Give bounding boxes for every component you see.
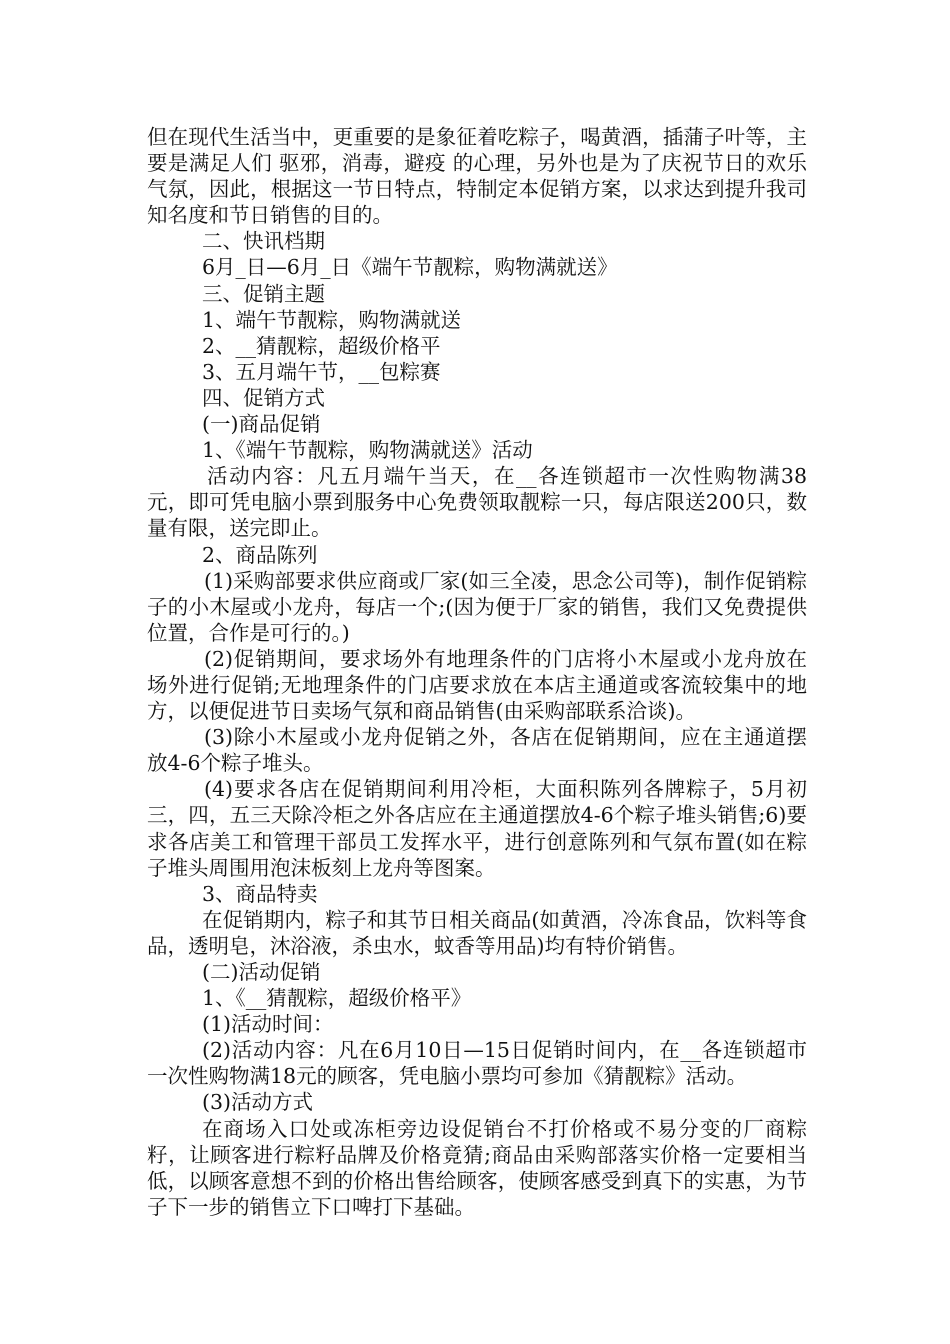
paragraph-display-4: (4)要求各店在促销期间利用冷柜，大面积陈列各牌粽子，5月初三，四，五三天除冷柜之外各店应在主通道摆放4-6个粽子堆头销售;6)要求各店美工和管理干部员工发挥水平，进行创意陈列和气氛布置(如在粽子堆头周围用泡沫板刻上龙舟等图案。 — [147, 777, 807, 880]
paragraph-method-detail: 在商场入口处或冻柜旁边设促销台不打价格或不易分变的厂商粽籽，让顾客进行粽籽品牌及价格竟猜;商品由采购部落实价格一定要相当低，以顾客意想不到的价格出售给顾客，使顾客感受到真下的实惠，为节子下一步的销售立下口啤打下基础。 — [147, 1116, 807, 1219]
subheading-activity-promo: (二)活动促销 — [202, 960, 321, 984]
paragraph-flyer-dates: 6月_日—6月_日《端午节靓粽，购物满就送》 — [202, 255, 618, 280]
document-body — [147, 124, 807, 1220]
subheading-product-display: 2、商品陈列 — [202, 542, 318, 567]
heading-promo-methods: 四、促销方式 — [202, 385, 325, 410]
heading-flyer-period: 二、快讯档期 — [202, 229, 325, 254]
paragraph-guess-content: (2)活动内容：凡在6月10日—15日促销时间内，在__各连锁超市一次性购物满18元的顾客，凭电脑小票均可参加《猜靓粽》活动。 — [147, 1038, 807, 1089]
paragraph-activity-time: (1)活动时间： — [202, 1012, 334, 1037]
paragraph-activity-content: 活动内容：凡五月端午当天，在__各连锁超市一次性购物满38元，即可凭电脑小票到服务中心免费领取靓粽一只，每店限送200只，数量有限，送完即止。 — [147, 464, 807, 541]
list-item-theme-1: 1、端午节靓粽，购物满就送 — [202, 307, 462, 332]
paragraph-display-3: (3)除小木屋或小龙舟促销之外，各店在促销期间，应在主通道摆放4-6个粽子堆头。 — [147, 725, 807, 776]
list-item-theme-2: 2、__猜靓粽，超级价格平 — [202, 333, 441, 358]
paragraph-display-1: (1)采购部要求供应商或厂家(如三全凌，思念公司等)，制作促销粽子的小木屋或小龙舟，每店一个;(因为便于厂家的销售，我们又免费提供位置，合作是可行的。) — [147, 568, 807, 645]
subheading-activity-1: 1、《端午节靓粽，购物满就送》活动 — [202, 438, 533, 463]
subheading-product-promo: (一)商品促销 — [202, 412, 321, 437]
subheading-special-sale: 3、商品特卖 — [202, 881, 318, 906]
heading-promo-theme: 三、促销主题 — [202, 281, 325, 306]
paragraph-display-2: (2)促销期间，要求场外有地理条件的门店将小木屋或小龙舟放在场外进行促销;无地理条件的门店要求放在本店主通道或客流较集中的地方，以便促进节日卖场气氛和商品销售(由采购部联系洽谈)。 — [147, 646, 807, 724]
paragraph-special-sale: 在促销期内，粽子和其节日相关商品(如黄酒，冷冻食品，饮料等食品，透明皂，沐浴液，杀虫水，蚊香等用品)均有特价销售。 — [147, 907, 807, 958]
list-item-theme-3: 3、五月端午节，__包粽赛 — [202, 359, 441, 384]
subheading-guess-activity: 1、《__猜靓粽，超级价格平》 — [202, 986, 472, 1011]
paragraph-activity-method: (3)活动方式 — [202, 1090, 314, 1115]
paragraph-intro: 但在现代生活当中，更重要的是象征着吃粽子，喝黄酒，插蒲子叶等，主要是满足人们 驱邪，消毒，避疫 的心理，另外也是为了庆祝节日的欢乐气氛，因此，根据这一节日特点，特制定本促销方案，以求达到提升我司知名度和节日销售的目的。 — [147, 125, 807, 228]
